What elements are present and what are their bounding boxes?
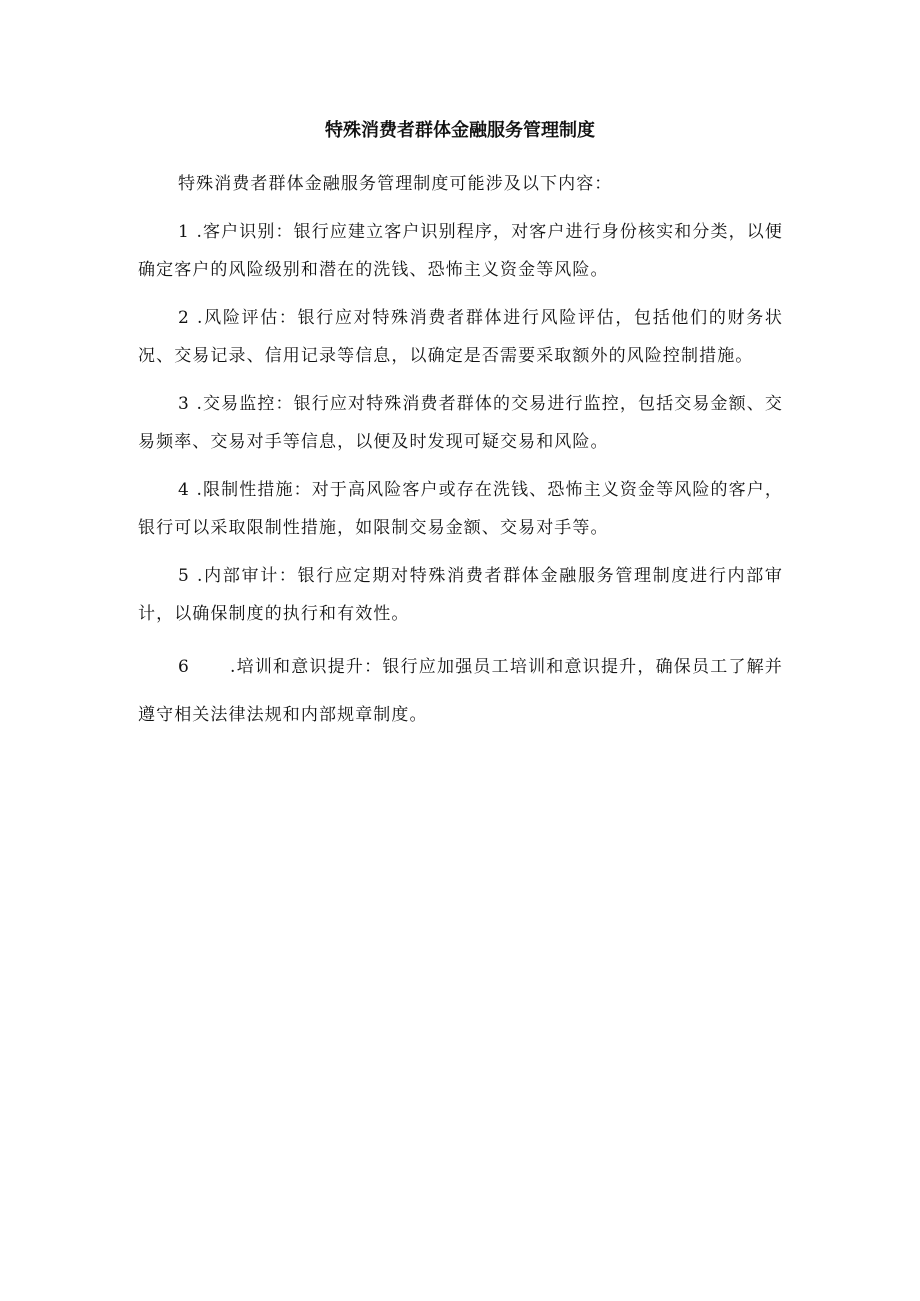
item-text: .客户识别：银行应建立客户识别程序，对客户进行身份核实和分类，以便确定客户的风险级别和潜在的洗钱、恐怖主义资金等风险。 [138,222,783,280]
list-item [138,557,783,633]
list-item [138,471,783,547]
item-number: 4 [178,480,190,500]
intro-paragraph: 特殊消费者群体金融服务管理制度可能涉及以下内容： [178,174,613,194]
item-text: .风险评估：银行应对特殊消费者群体进行风险评估，包括他们的财务状况、交易记录、信用记录等信息，以确定是否需要采取额外的风险控制措施。 [138,308,783,366]
item-text: .交易监控：银行应对特殊消费者群体的交易进行监控，包括交易金额、交易频率、交易对手等信息，以便及时发现可疑交易和风险。 [138,394,783,452]
list-item [138,385,783,461]
list-item [138,643,783,739]
item-text: .培训和意识提升：银行应加强员工培训和意识提升，确保员工了解并遵守相关法律法规和内部规章制度。 [138,657,783,725]
item-number: 5 [178,566,190,586]
list-item [138,213,783,289]
item-number: 3 [178,394,190,414]
item-text: .限制性措施：对于高风险客户或存在洗钱、恐怖主义资金等风险的客户，银行可以采取限制性措施，如限制交易金额、交易对手等。 [138,480,783,538]
list-item [138,299,783,375]
document-body [138,165,783,749]
item-number: 2 [178,308,190,328]
item-text: .内部审计：银行应定期对特殊消费者群体金融服务管理制度进行内部审计，以确保制度的执行和有效性。 [138,566,783,624]
item-number: 6 [178,657,190,677]
document-title: 特殊消费者群体金融服务管理制度 [325,120,595,141]
item-number: 1 [178,222,190,242]
